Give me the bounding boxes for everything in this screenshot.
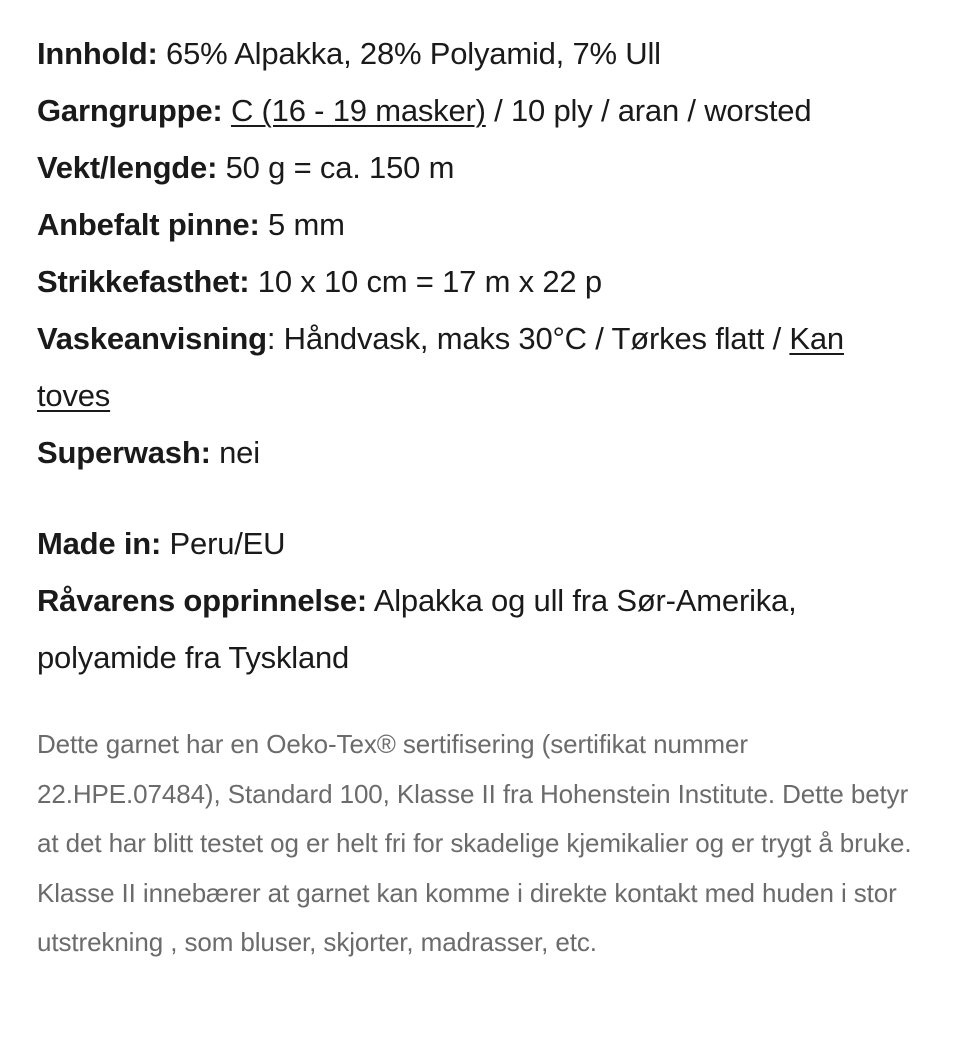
spec-value: / 10 ply / aran / worsted <box>485 93 812 128</box>
spec-pinne <box>37 196 917 253</box>
felting-link[interactable]: Kan toves <box>37 321 844 413</box>
spec-label: Garngruppe: <box>37 93 223 128</box>
spec-raavare-opprinnelse <box>37 572 917 686</box>
spec-label: Vekt/lengde: <box>37 150 218 185</box>
spec-garngruppe <box>37 82 917 139</box>
spec-label: Made in: <box>37 526 162 561</box>
spec-value: Peru/EU <box>161 526 286 561</box>
spec-label: Superwash: <box>37 435 211 470</box>
spec-made-in <box>37 515 917 572</box>
spec-label: Strikkefasthet: <box>37 264 250 299</box>
spec-value: nei <box>210 435 260 470</box>
spec-label: Vaskeanvisning <box>37 321 267 356</box>
origin-group <box>37 515 917 686</box>
yarn-group-link[interactable]: C (16 - 19 masker) <box>230 93 486 128</box>
spec-value: Alpakka og ull fra Sør-Amerika, polyamide fra Tyskland <box>37 583 797 675</box>
spec-label: Innhold: <box>37 36 158 71</box>
spec-value: : Håndvask, maks 30°C / Tørkes flatt / <box>266 321 790 356</box>
spec-value: 5 mm <box>259 207 345 242</box>
spec-strikkefasthet <box>37 253 917 310</box>
spec-vaskeanvisning <box>37 310 917 424</box>
spec-label: Råvarens opprinnelse: <box>37 583 368 618</box>
spec-vekt <box>37 139 917 196</box>
spec-value: 65% Alpakka, 28% Polyamid, 7% Ull <box>157 36 661 71</box>
certification-note: Dette garnet har en Oeko-Tex® sertifisering (sertifikat nummer 22.HPE.07484), Standard 100, Klasse II fra Hohenstein Institute. Dette betyr at det har blitt testet og er helt fri for skadelige kjemikalier og er trygt å bruke. Klasse II innebærer at garnet kan komme i direkte kontakt med huden i stor utstrekning , som bluser, skjorter, madrasser, etc. <box>37 729 912 957</box>
yarn-specs-group <box>37 25 917 481</box>
spec-superwash <box>37 424 917 481</box>
spec-value: 50 g = ca. 150 m <box>217 150 455 185</box>
product-specs <box>37 25 917 994</box>
spec-value: 10 x 10 cm = 17 m x 22 p <box>249 264 602 299</box>
spec-label: Anbefalt pinne: <box>37 207 260 242</box>
spec-innhold <box>37 25 917 82</box>
